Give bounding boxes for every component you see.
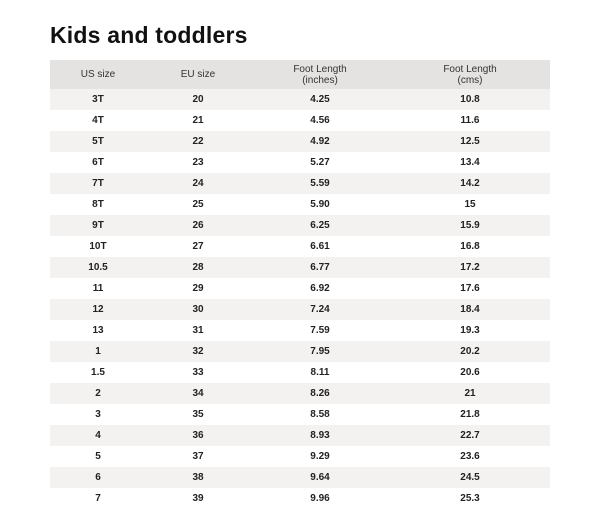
table-row [50,362,550,383]
cell-foot-length-inches: 6.61 [250,236,390,257]
header-foot-length-cms-unit: (cms) [457,74,483,86]
cell-eu-size: 25 [146,194,250,215]
cell-foot-length-cms: 18.4 [390,299,550,320]
header-eu-size: EU size [146,60,250,89]
cell-us-size: 1 [50,341,146,362]
cell-foot-length-inches: 8.11 [250,362,390,383]
cell-eu-size: 21 [146,110,250,131]
header-row [50,60,550,89]
cell-us-size: 10.5 [50,257,146,278]
cell-eu-size: 32 [146,341,250,362]
cell-foot-length-inches: 7.59 [250,320,390,341]
cell-us-size: 5 [50,446,146,467]
cell-eu-size: 37 [146,446,250,467]
header-foot-length-cms [390,60,550,89]
cell-foot-length-inches: 8.26 [250,383,390,404]
cell-eu-size: 27 [146,236,250,257]
cell-us-size: 6T [50,152,146,173]
cell-foot-length-cms: 17.2 [390,257,550,278]
cell-foot-length-cms: 20.2 [390,341,550,362]
header-foot-length-inches [250,60,390,89]
cell-us-size: 2 [50,383,146,404]
header-foot-length-inches-unit: (inches) [302,74,338,86]
cell-us-size: 4T [50,110,146,131]
cell-foot-length-inches: 6.92 [250,278,390,299]
cell-foot-length-cms: 15.9 [390,215,550,236]
cell-eu-size: 24 [146,173,250,194]
cell-eu-size: 23 [146,152,250,173]
cell-foot-length-inches: 6.25 [250,215,390,236]
cell-eu-size: 28 [146,257,250,278]
cell-foot-length-inches: 4.56 [250,110,390,131]
cell-eu-size: 33 [146,362,250,383]
cell-us-size: 4 [50,425,146,446]
cell-eu-size: 30 [146,299,250,320]
cell-foot-length-cms: 20.6 [390,362,550,383]
header-foot-length-cms-label: Foot Length [443,63,497,75]
page-title: Kids and toddlers [50,22,248,48]
cell-us-size: 9T [50,215,146,236]
table-row [50,194,550,215]
table-body [50,89,550,509]
cell-foot-length-cms: 16.8 [390,236,550,257]
cell-foot-length-cms: 25.3 [390,488,550,509]
cell-foot-length-inches: 5.27 [250,152,390,173]
cell-foot-length-cms: 23.6 [390,446,550,467]
cell-foot-length-cms: 17.6 [390,278,550,299]
cell-foot-length-cms: 24.5 [390,467,550,488]
cell-us-size: 1.5 [50,362,146,383]
cell-us-size: 11 [50,278,146,299]
table-row [50,152,550,173]
cell-us-size: 5T [50,131,146,152]
cell-foot-length-inches: 7.95 [250,341,390,362]
table-row [50,131,550,152]
table-row [50,320,550,341]
cell-us-size: 6 [50,467,146,488]
cell-foot-length-inches: 6.77 [250,257,390,278]
table-row [50,236,550,257]
cell-foot-length-inches: 9.96 [250,488,390,509]
table-row [50,341,550,362]
table-header [50,60,550,89]
cell-us-size: 12 [50,299,146,320]
cell-eu-size: 36 [146,425,250,446]
cell-foot-length-cms: 10.8 [390,89,550,110]
cell-foot-length-inches: 8.93 [250,425,390,446]
cell-foot-length-inches: 5.59 [250,173,390,194]
cell-foot-length-inches: 7.24 [250,299,390,320]
cell-eu-size: 29 [146,278,250,299]
table-row [50,446,550,467]
cell-foot-length-inches: 4.92 [250,131,390,152]
table-row [50,383,550,404]
table-row [50,257,550,278]
cell-eu-size: 35 [146,404,250,425]
cell-eu-size: 26 [146,215,250,236]
cell-foot-length-cms: 15 [390,194,550,215]
cell-foot-length-cms: 11.6 [390,110,550,131]
table-row [50,173,550,194]
cell-foot-length-cms: 12.5 [390,131,550,152]
cell-eu-size: 31 [146,320,250,341]
cell-foot-length-inches: 4.25 [250,89,390,110]
cell-eu-size: 22 [146,131,250,152]
cell-us-size: 8T [50,194,146,215]
size-chart-table [50,60,550,509]
cell-foot-length-cms: 21 [390,383,550,404]
table-row [50,89,550,110]
table-row [50,215,550,236]
cell-us-size: 7T [50,173,146,194]
cell-us-size: 13 [50,320,146,341]
cell-eu-size: 34 [146,383,250,404]
cell-us-size: 7 [50,488,146,509]
table-row [50,278,550,299]
cell-us-size: 10T [50,236,146,257]
cell-foot-length-inches: 5.90 [250,194,390,215]
header-us-size: US size [50,60,146,89]
cell-us-size: 3T [50,89,146,110]
cell-foot-length-cms: 19.3 [390,320,550,341]
cell-foot-length-cms: 21.8 [390,404,550,425]
table-row [50,110,550,131]
cell-eu-size: 20 [146,89,250,110]
table-row [50,467,550,488]
cell-foot-length-inches: 9.29 [250,446,390,467]
cell-foot-length-inches: 8.58 [250,404,390,425]
cell-eu-size: 39 [146,488,250,509]
cell-foot-length-inches: 9.64 [250,467,390,488]
cell-foot-length-cms: 13.4 [390,152,550,173]
table-row [50,404,550,425]
cell-us-size: 3 [50,404,146,425]
cell-foot-length-cms: 14.2 [390,173,550,194]
table-row [50,488,550,509]
table-row [50,299,550,320]
cell-foot-length-cms: 22.7 [390,425,550,446]
table-row [50,425,550,446]
header-foot-length-inches-label: Foot Length [293,63,347,75]
cell-eu-size: 38 [146,467,250,488]
